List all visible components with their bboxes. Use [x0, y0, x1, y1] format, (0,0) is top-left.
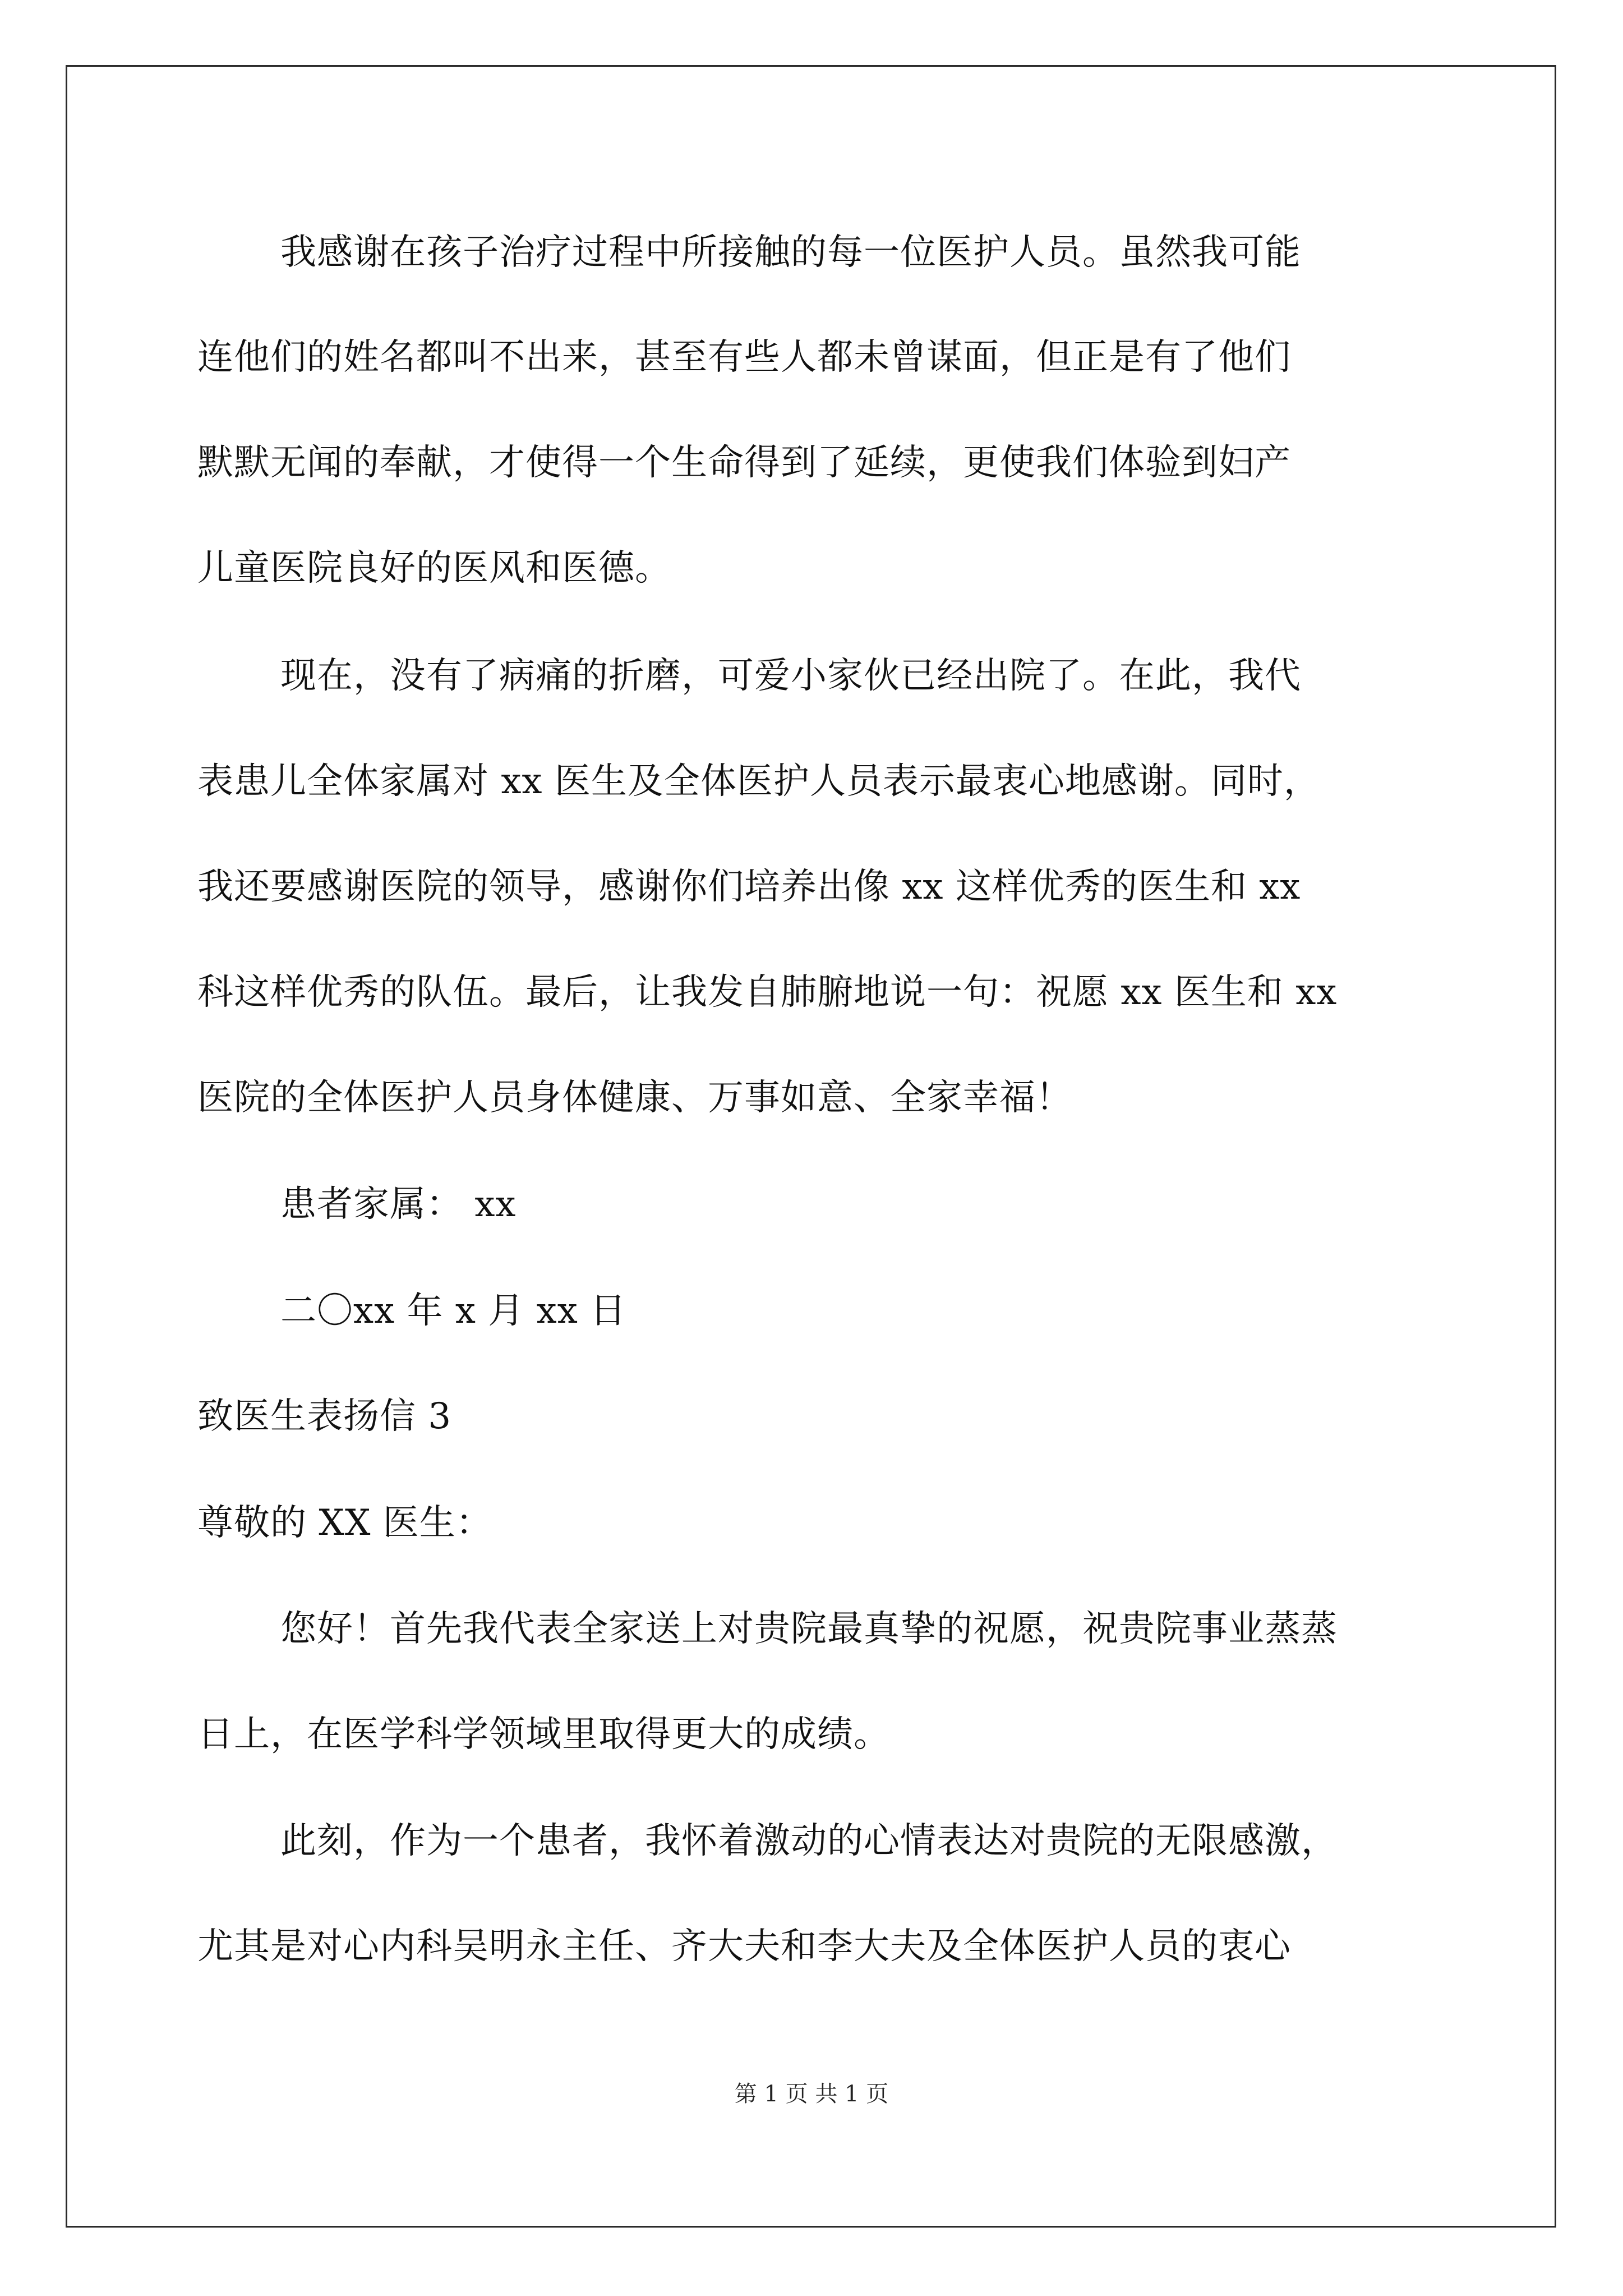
signature-line: 患者家属： xx [280, 1184, 517, 1225]
paragraph-line: 现在，没有了病痛的折磨，可爱小家伙已经出院了。在此，我代 [280, 655, 1301, 697]
paragraph-line: 儿童医院良好的医风和医德。 [197, 547, 671, 589]
letter-heading: 致医生表扬信 3 [197, 1396, 452, 1437]
paragraph-line: 我感谢在孩子治疗过程中所接触的每一位医护人员。虽然我可能 [280, 232, 1301, 273]
paragraph-line: 默默无闻的奉献，才使得一个生命得到了延续，更使我们体验到妇产 [197, 442, 1291, 484]
page-border [66, 65, 1556, 2228]
paragraph-line: 表患儿全体家属对 xx 医生及全体医护人员表示最衷心地感谢。同时， [197, 761, 1320, 802]
paragraph-line: 连他们的姓名都叫不出来，甚至有些人都未曾谋面，但正是有了他们 [197, 337, 1291, 378]
paragraph-line: 科这样优秀的队伍。最后，让我发自肺腑地说一句：祝愿 xx 医生和 xx [197, 972, 1338, 1013]
paragraph-line: 您好！首先我代表全家送上对贵院最真挚的祝愿，祝贵院事业蒸蒸 [280, 1608, 1338, 1650]
paragraph-line: 医院的全体医护人员身体健康、万事如意、全家幸福！ [197, 1077, 1072, 1119]
paragraph-line: 尤其是对心内科吴明永主任、齐大夫和李大夫及全体医护人员的衷心 [197, 1926, 1291, 1967]
date-line: 二〇xx 年 x 月 xx 日 [280, 1290, 627, 1332]
salutation-line: 尊敬的 XX 医生： [197, 1502, 492, 1544]
paragraph-line: 此刻，作为一个患者，我怀着激动的心情表达对贵院的无限感激， [280, 1820, 1338, 1862]
paragraph-line: 我还要感谢医院的领导，感谢你们培养出像 xx 这样优秀的医生和 xx [197, 866, 1301, 908]
page-footer: 第 1 页 共 1 页 [734, 2081, 889, 2107]
paragraph-line: 日上，在医学科学领域里取得更大的成绩。 [197, 1714, 890, 1755]
